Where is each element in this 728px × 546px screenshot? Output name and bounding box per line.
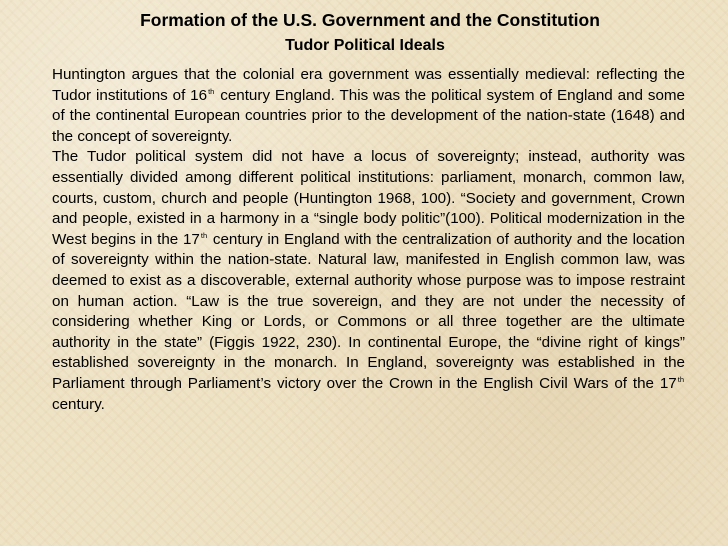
paragraph-1-text-a: Huntington argues that the colonial era government was essentially medieval: reflecting the Tudor institutions of 16 [52, 66, 685, 104]
ordinal-suffix: th [208, 86, 215, 96]
ordinal-suffix: th [200, 230, 208, 240]
slide-title: Formation of the U.S. Government and the Constitution [140, 10, 600, 30]
paragraph-1 [52, 65, 685, 147]
paragraph-2-text-c: century. [52, 395, 105, 413]
body-text [52, 65, 685, 415]
ordinal-suffix: th [677, 374, 684, 384]
paragraph-2-text-b: century in England with the centralization of authority and the location of sovereignty within the nation-state. Natural law, manifested in English common law, was deemed to exist as a discoverable, external authority whose purpose was to impose restraint on human action. “Law is the true sovereign, and they are not under the necessity of considering whether King or Lords, or Commons or all three together are the ultimate authority in the state” (Figgis 1922, 230). In continental Europe, the “divine right of kings” established sovereignty in the monarch. In England, sovereignty was established in the Parliament through Parliament’s victory over the Crown in the English Civil Wars of the 17 [52, 230, 685, 392]
paragraph-2-text-a: The Tudor political system did not have a locus of sovereignty; instead, authority was essentially divided among different political institutions: parliament, monarch, common law, courts, custom, church and people (Huntington 1968, 100). “Society and government, Crown and people, existed in a harmony in a “single body politic”(100). Political modernization in the West begins in the 17 [52, 148, 685, 248]
paragraph-1-text-b: century England. This was the political system of England and some of the continental European countries prior to the development of the nation-state (1648) and the concept of sovereignty. [52, 86, 685, 145]
paragraph-2 [52, 147, 685, 415]
slide-subtitle: Tudor Political Ideals [285, 37, 445, 54]
